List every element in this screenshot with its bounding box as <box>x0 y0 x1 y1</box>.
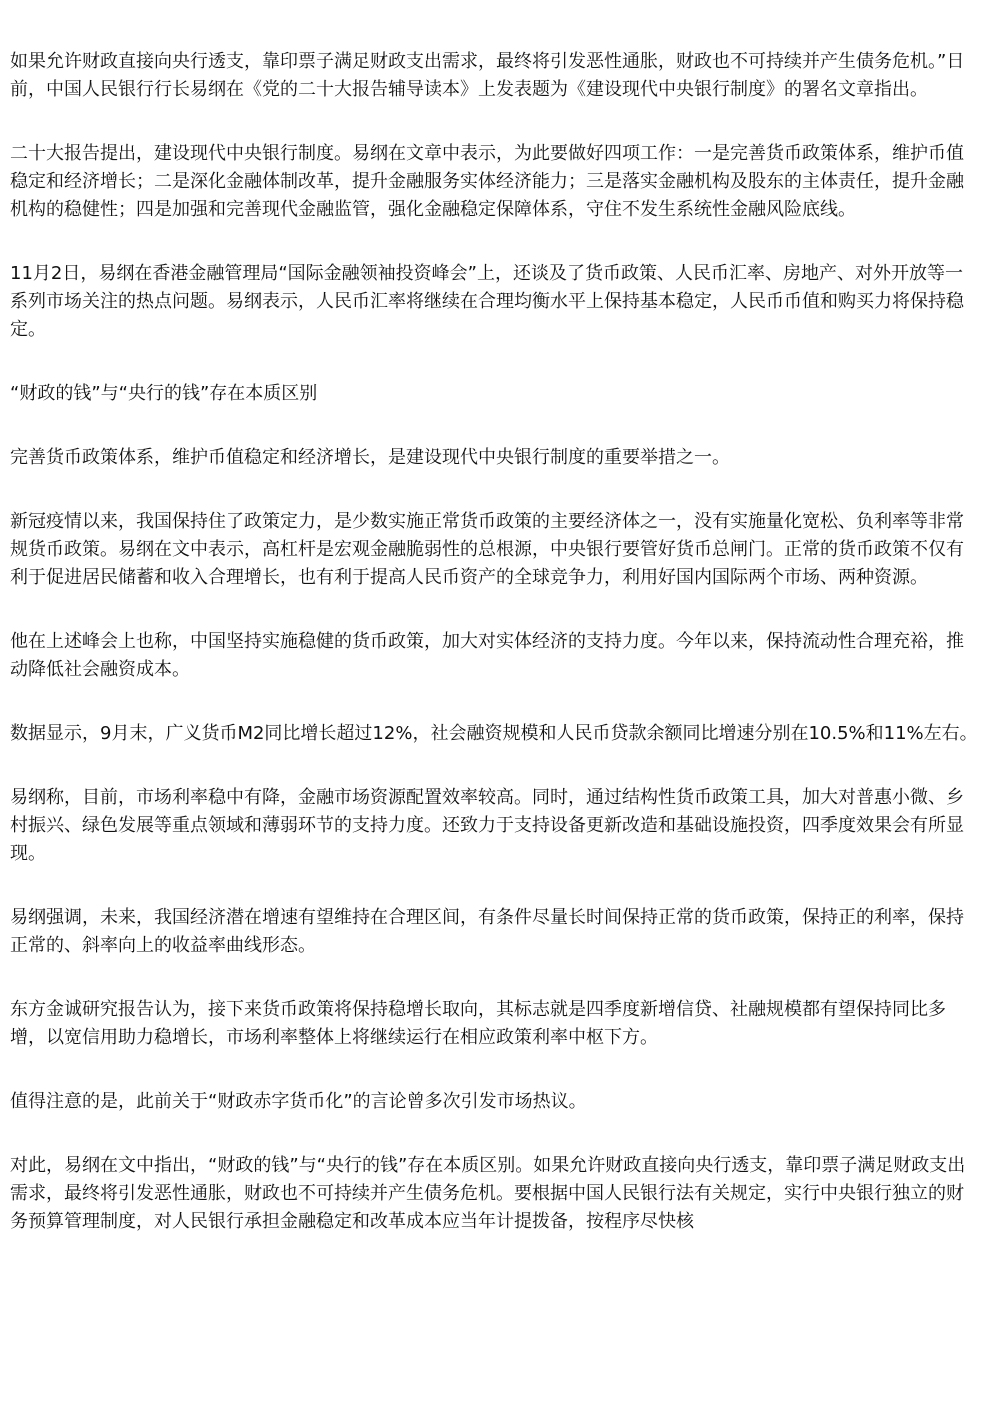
article-body <box>10 48 980 1272</box>
paragraph: 易纲称，目前，市场利率稳中有降，金融市场资源配置效率较高。同时，通过结构性货币政策工具，加大对普惠小微、乡村振兴、绿色发展等重点领域和薄弱环节的支持力度。还致力于支持设备更新改造和基础设施投资，四季度效果会有所显现。 <box>10 787 964 864</box>
paragraph: 11月2日，易纲在香港金融管理局“国际金融领袖投资峰会”上，还谈及了货币政策、人民币汇率、房地产、对外开放等一系列市场关注的热点问题。易纲表示，人民币汇率将继续在合理均衡水平上保持基本稳定，人民币币值和购买力将保持稳定。 <box>10 263 964 340</box>
section-heading: “财政的钱”与“央行的钱”存在本质区别 <box>10 383 318 404</box>
paragraph: 完善货币政策体系，维护币值稳定和经济增长，是建设现代中央银行制度的重要举措之一。 <box>10 447 730 468</box>
paragraph: 他在上述峰会上也称，中国坚持实施稳健的货币政策，加大对实体经济的支持力度。今年以来，保持流动性合理充裕，推动降低社会融资成本。 <box>10 631 964 680</box>
paragraph: 东方金诚研究报告认为，接下来货币政策将保持稳增长取向，其标志就是四季度新增信贷、社融规模都有望保持同比多增，以宽信用助力稳增长，市场利率整体上将继续运行在相应政策利率中枢下方。 <box>10 999 946 1048</box>
paragraph: 数据显示，9月末，广义货币M2同比增长超过12%，社会融资规模和人民币贷款余额同比增速分别在10.5%和11%左右。 <box>10 723 978 744</box>
paragraph: 新冠疫情以来，我国保持住了政策定力，是少数实施正常货币政策的主要经济体之一，没有实施量化宽松、负利率等非常规货币政策。易纲在文中表示，高杠杆是宏观金融脆弱性的总根源，中央银行要管好货币总闸门。正常的货币政策不仅有利于促进居民储蓄和收入合理增长，也有利于提高人民币资产的全球竞争力，利用好国内国际两个市场、两种资源。 <box>10 511 964 588</box>
paragraph: 二十大报告提出，建设现代中央银行制度。易纲在文章中表示，为此要做好四项工作：一是完善货币政策体系，维护币值稳定和经济增长；二是深化金融体制改革，提升金融服务实体经济能力；三是落实金融机构及股东的主体责任，提升金融机构的稳健性；四是加强和完善现代金融监管，强化金融稳定保障体系，守住不发生系统性金融风险底线。 <box>10 143 964 220</box>
paragraph: 如果允许财政直接向央行透支，靠印票子满足财政支出需求，最终将引发恶性通胀，财政也不可持续并产生债务危机。”日前，中国人民银行行长易纲在《党的二十大报告辅导读本》上发表题为《建设现代中央银行制度》的署名文章指出。 <box>10 51 965 100</box>
paragraph: 易纲强调，未来，我国经济潜在增速有望维持在合理区间，有条件尽量长时间保持正常的货币政策，保持正的利率，保持正常的、斜率向上的收益率曲线形态。 <box>10 907 964 956</box>
paragraph: 对此，易纲在文中指出，“财政的钱”与“央行的钱”存在本质区别。如果允许财政直接向央行透支，靠印票子满足财政支出需求，最终将引发恶性通胀，财政也不可持续并产生债务危机。要根据中国人民银行法有关规定，实行中央银行独立的财务预算管理制度，对人民银行承担金融稳定和改革成本应当年计提拨备，按程序尽快核 <box>10 1155 966 1232</box>
paragraph: 值得注意的是，此前关于“财政赤字货币化”的言论曾多次引发市场热议。 <box>10 1091 587 1112</box>
